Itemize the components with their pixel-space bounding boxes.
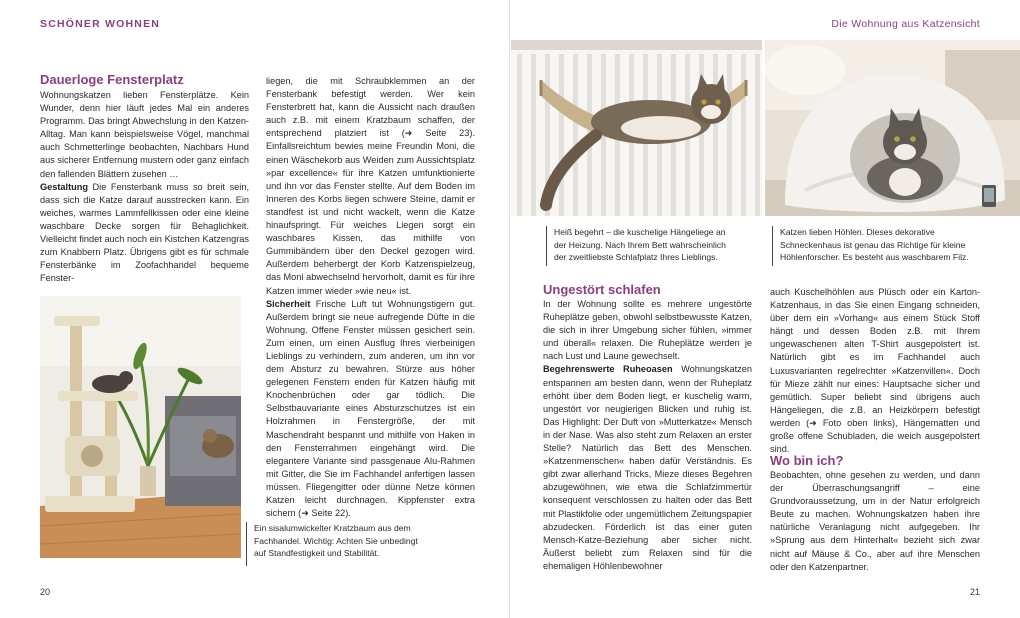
cat-tree-illustration: [40, 296, 241, 558]
subheading-ruheoasen: Begehrenswerte Ruheoasen: [543, 364, 673, 375]
subheading-sicherheit: Sicherheit: [266, 298, 311, 309]
sicherheit-text: Frische Luft tut Wohnungstigern gut. Außerdem bringt sie neue aufregende Düfte in die Wohnung. Offene Fenster müssen gesichert sein. Zum einen, um einen Ausflug Ihres vierbeinigen Lieblings zu verhindern, zum anderen, um ihn vor dem Absturz zu bewahren. Stürze aus höher gelegenen Fenstern enden für Katzen häufig mit Knochenbrüchen oder gar tödlich. Die Selbstbauvariante eines Absturzschutzes ist ein Holzrahmen in Fenstergröße, der mit Maschendraht bespannt und mithilfe von Haken in den Fensterrahmen eingehängt wird. Die elegantere Variante sind passgenaue Alu-Rahmen mit Gitter, die Sie im Fachhandel anfertigen lassen müssen. Fliegengitter oder dünne Netze können Katzen leicht durchnagen. Kippfenster extra sichern (➜ Seite 22).: [266, 298, 475, 519]
section-heading-fensterplatz: Dauerloge Fensterplatz: [40, 72, 184, 87]
caption-radiator-hammock: Heiß begehrt – die kuschelige Hängeliege an der Heizung. Nach Ihrem Bett wahrscheinlich der zweitliebste Schlafplatz Ihres Lieblings.: [546, 226, 736, 266]
section-heading-wo-bin-ich: Wo bin ich?: [770, 453, 844, 468]
kuschelhoehlen-paragraph: auch Kuschelhöhlen aus Plüsch oder ein Karton-Katzenhaus, in das Sie einen Eingang schneiden, über dem ein »Vorhang« aus einem Stück Stoff hängt und dessen Boden z.B. mit Ihrem ungewaschenen alten T-Shirt ausgepolstert ist. Natürlich gibt es im Fachhandel auch Luxusvarianten regelrechter »Katzenvillen«. Doch für Mieze zählt nur eines: Hauptsache sicher und gemütlich. Super beliebt sind übrigens auch Hängeliegen, die z.B. an Heizkörpern befestigt werden (➜ Foto oben links), Hängematten und große offene Schubladen, die weich ausgepolstert sind.: [770, 287, 980, 455]
subheading-gestaltung: Gestaltung: [40, 181, 88, 192]
felt-cave-cat-illustration: [765, 40, 1020, 216]
gestaltung-paragraph: [40, 181, 249, 286]
ruheoasen-text: Wohnungskatzen entspannen am besten dann, wenn der Ruheplatz erhöht über dem Boden liegt, er kuschelig warm, ungestört vor neugierigen Blicken und ruhig ist. Das Highlight: Der Duft von »Mutterkatze« Mensch in der Nase. Was also steht zum Relaxen an erster Stelle? Natürlich das Bett des Menschen. »Katzenmenschen« haben dafür Verständnis. Es gibt zwar allerhand Tricks, Mieze dieses Begehren abzugewöhnen, wie etwa die Schlafzimmertür konsequent verschlossen zu halten oder das Bett mit Plastikfolie oder ungemütlichem Zeitungspapier abzudecken. Förderlich ist das einer guten Mensch-Katze-Beziehung aber sicher nicht. Äußerst beliebt zum Relaxen sind für die ehemaligen Höhlenbewohner: [543, 364, 752, 571]
schlafen-intro-paragraph: In der Wohnung sollte es mehrere ungestörte Ruheplätze geben, obwohl selbstbewusste Katzen, die sich in ihrer Umgebung sicher fühlen, »immer und überall« relaxen. Die Ruheplätze werden je nach Lust und Laune gewechselt.: [543, 299, 752, 362]
wo-bin-ich-paragraph: Beobachten, ohne gesehen zu werden, und dann der Überraschungsangriff – eine Grundvoraussetzung, um in der Natur erfolgreich Beute zu machen. Wohnungskatzen haben ihre natürliche Veranlagung nicht aufgegeben. Ihr »Sprung aus dem Hinterhalt« bezieht sich zwar nicht auf Mäuse & Co., aber auf ihre Menschen oder den Katzenpartner.: [770, 470, 980, 572]
photo-felt-cave: [765, 40, 1020, 216]
fensterliegen-paragraph: liegen, die mit Schraubklemmen an der Fensterbank befestigt werden. Wer kein Fensterbrett hat, kann die Aussicht nach draußen auch z.B. mit einem Kratzbaum schaffen, der entsprechend platziert ist (➜ Seite 23). Einfallsreichtum bewies meine Freundin Moni, die einen Wäschekorb aus Weiden zum Aussichtsplatz »par excellence« für ihre Katzen umfunktionierte und ihn vor das Fenster stellte. Auf dem Boden im Inneren des Korbs liegen schwere Steine, damit er standfest ist und nicht wackelt, wenn die Katze hinaufspringt. Für weiches Liegen sorgt ein waschbares Kissen, das mithilfe von Gummibändern über den Deckel gezogen wird. Außerdem beherbergt der Korb Katzenspielzeug, das Moni abwechselnd hervorholt, damit es für ihre Katzen immer wieder »wie neu« ist.: [266, 76, 475, 296]
page-number-right: 21: [969, 587, 980, 597]
caption-felt-cave: Katzen lieben Höhlen. Dieses dekorative Schneckenhaus ist genau das Richtige für kleine Höhlenforscher. Es besteht aus waschbarem Filz.: [772, 226, 972, 266]
right-column-2: [770, 286, 980, 455]
radiator-cat-illustration: [511, 40, 762, 216]
ruheoasen-paragraph: [543, 363, 752, 573]
page-number-left: 20: [40, 587, 51, 597]
caption-cat-tree: Ein sisalumwickelter Kratzbaum aus dem Fachhandel. Wichtig: Achten Sie unbedingt auf Standfestigkeit und Stabilität.: [246, 522, 424, 566]
photo-cat-tree: [40, 296, 241, 558]
photo-radiator-hammock: [511, 40, 762, 216]
left-column-1: [40, 89, 249, 284]
running-head-right: Die Wohnung aus Katzensicht: [831, 18, 980, 30]
sicherheit-paragraph: [266, 298, 475, 521]
page-gutter: [509, 0, 510, 618]
right-column-2-bottom: [770, 469, 980, 572]
intro-paragraph: Wohnungskatzen lieben Fensterplätze. Kein Wunder, denn hier läuft jedes Mal ein anderes Programm. Das bringt Abwechslung in den Katzen-Alltag. Man kann beispielsweise Vögel, manchmal auch Schmetterlinge beobachten, Nachbars Hund aus sicherer Entfernung mustern oder ganz einfach den fallenden Blättern zusehen …: [40, 90, 249, 179]
right-column-1: [543, 298, 752, 571]
left-column-2: [266, 75, 475, 519]
gestaltung-text: Die Fensterbank muss so breit sein, dass sich die Katze darauf ausstrecken kann. Ein weiches, warmes Lammfellkissen oder eine kleine waschbare Decke sorgen für Behaglichkeit. Vielleicht findet auch noch ein Kistchen Katzengras zum Knabbern Platz. Übrigens gibt es für schmale Fensterbänke im Zoofachhandel bequeme Fenster-: [40, 181, 249, 284]
section-heading-schlafen: Ungestört schlafen: [543, 282, 661, 297]
running-head-left: SCHÖNER WOHNEN: [40, 18, 161, 30]
